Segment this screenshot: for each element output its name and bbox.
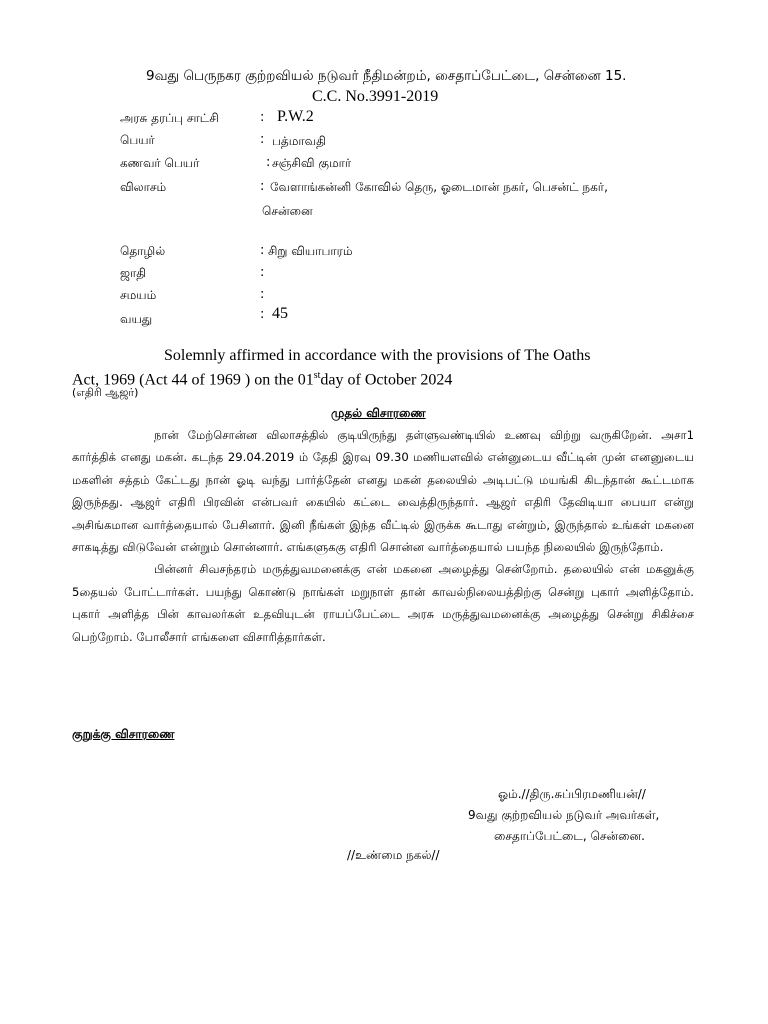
- row-value-address: வேளாங்கன்னி கோவில் தெரு, ஓடைமான் நகர், பெசன்ட் நகர்,: [270, 180, 608, 194]
- signature-designation: 9வது குற்றவியல் நடுவர் அவர்கள்,: [468, 808, 660, 822]
- row-label-occupation: தொழில்: [120, 244, 166, 258]
- row-colon: :: [260, 265, 265, 280]
- row-colon: :: [260, 243, 265, 258]
- row-value-husband: சஞ்சிவி குமார்: [272, 156, 352, 170]
- oath-statement: [72, 346, 702, 390]
- oath-date-suffix: st: [313, 370, 321, 381]
- chief-exam-paragraph-1: நான் மேற்சொன்ன விலாசத்தில் குடியிருந்து தள்ளுவண்டியில் உணவு விற்று வருகிறேன். அசா1 கார்த்திக் எனது மகன். கடந்த 29.04.2019 ம் தேதி இரவு 09.30 மணியளவில் என்னுடைய வீட்டின் முன் எனனுடைய மகளின் சத்தம் கேட்டது நான் ஓடி வந்து பார்த்தேன் எனது மகன் தலையில் அடிபட்டு மயங்கி கிடந்தான் கூட்டமாக இருந்தது. ஆஜர் எதிரி பிரவின் என்பவர் கையில் கட்டை வைத்திருந்தார். ஆஜர் எதிரி தேவிடியா பையா என்று அசிங்கமான வார்த்தையால் பேசினார். இனி நீங்கள் இந்த வீட்டில் இருக்க கூடாது என்றும், இருந்தால் உங்கள் மகனை சாகடித்து விடுவேன் என்றும் சொன்னார். எங்களுககு எதிரி சொன்ன வார்த்தையால் பயந்த நிலையில் இருந்தோம்.: [72, 428, 694, 555]
- chief-exam-paragraph-2: பின்னர் சிவசந்தரம் மருத்துவமனைக்கு என் மகனை அழைத்து சென்றோம். தலையில் என் மகனுக்கு 5தையல் போட்டார்கள். பயந்து கொண்டு நாங்கள் மறுநாள் தான் காவல்நிலையத்திற்கு சென்று புகார் அளித்தோம். புகார் அளித்த பின் காவலர்கள் உதவியுடன் ராயப்பேட்டை அரசு மருத்துவமனைக்கு அழைத்து சென்று சிகிச்சை பெற்றோம். போலீசார் எங்களை விசாரித்தார்கள்.: [72, 562, 694, 644]
- row-colon: :: [260, 287, 265, 302]
- case-number: C.C. No.3991-2019: [312, 88, 439, 105]
- row-colon: :: [260, 307, 265, 322]
- row-label-name: பெயர்: [120, 133, 155, 147]
- row-value-address-city: சென்னை: [262, 204, 313, 218]
- row-label-religion: சமயம்: [120, 288, 157, 302]
- chief-exam-body: [72, 424, 694, 648]
- signature-place: சைதாப்பேட்டை, சென்னை.: [494, 829, 645, 843]
- row-value-witness: P.W.2: [277, 108, 314, 125]
- row-label-caste: ஜாதி: [120, 266, 147, 280]
- row-label-age: வயது: [120, 312, 153, 326]
- row-label-witness: அரசு தரப்பு சாட்சி: [120, 111, 219, 125]
- true-copy-mark: //உண்மை நகல்//: [347, 848, 440, 862]
- oath-line-2-date: day of October 2024: [320, 371, 453, 389]
- court-header: 9வது பெருநகர குற்றவியல் நடுவர் நீதிமன்றம், சைதாப்பேட்டை, சென்னை 15.: [146, 68, 627, 84]
- accused-present-note: (எதிரி ஆஜர்): [72, 386, 139, 399]
- row-colon: :: [260, 110, 265, 125]
- oath-line-2: [72, 366, 702, 390]
- chief-exam-heading: முதல் விசாரணை: [331, 406, 426, 420]
- oath-line-1: Solemnly affirmed in accordance with the provisions of The Oaths: [164, 347, 591, 364]
- row-colon: :: [266, 155, 271, 170]
- row-value-name: பத்மாவதி: [272, 134, 326, 148]
- row-label-address: விலாசம்: [120, 180, 167, 194]
- signature-magistrate-name: ஓம்.//திரு.சுப்பிரமணியன்//: [498, 787, 646, 801]
- row-label-husband: கணவர் பெயர்: [120, 156, 200, 170]
- row-value-age: 45: [272, 305, 288, 322]
- cross-exam-heading: குறுக்கு விசாரணை: [72, 727, 175, 741]
- row-value-occupation: சிறு வியாபாரம்: [268, 244, 353, 258]
- oath-line-2-text: Act, 1969 (Act 44 of 1969 ) on the 01: [72, 371, 314, 389]
- row-colon: :: [260, 179, 265, 194]
- row-colon: :: [260, 132, 265, 147]
